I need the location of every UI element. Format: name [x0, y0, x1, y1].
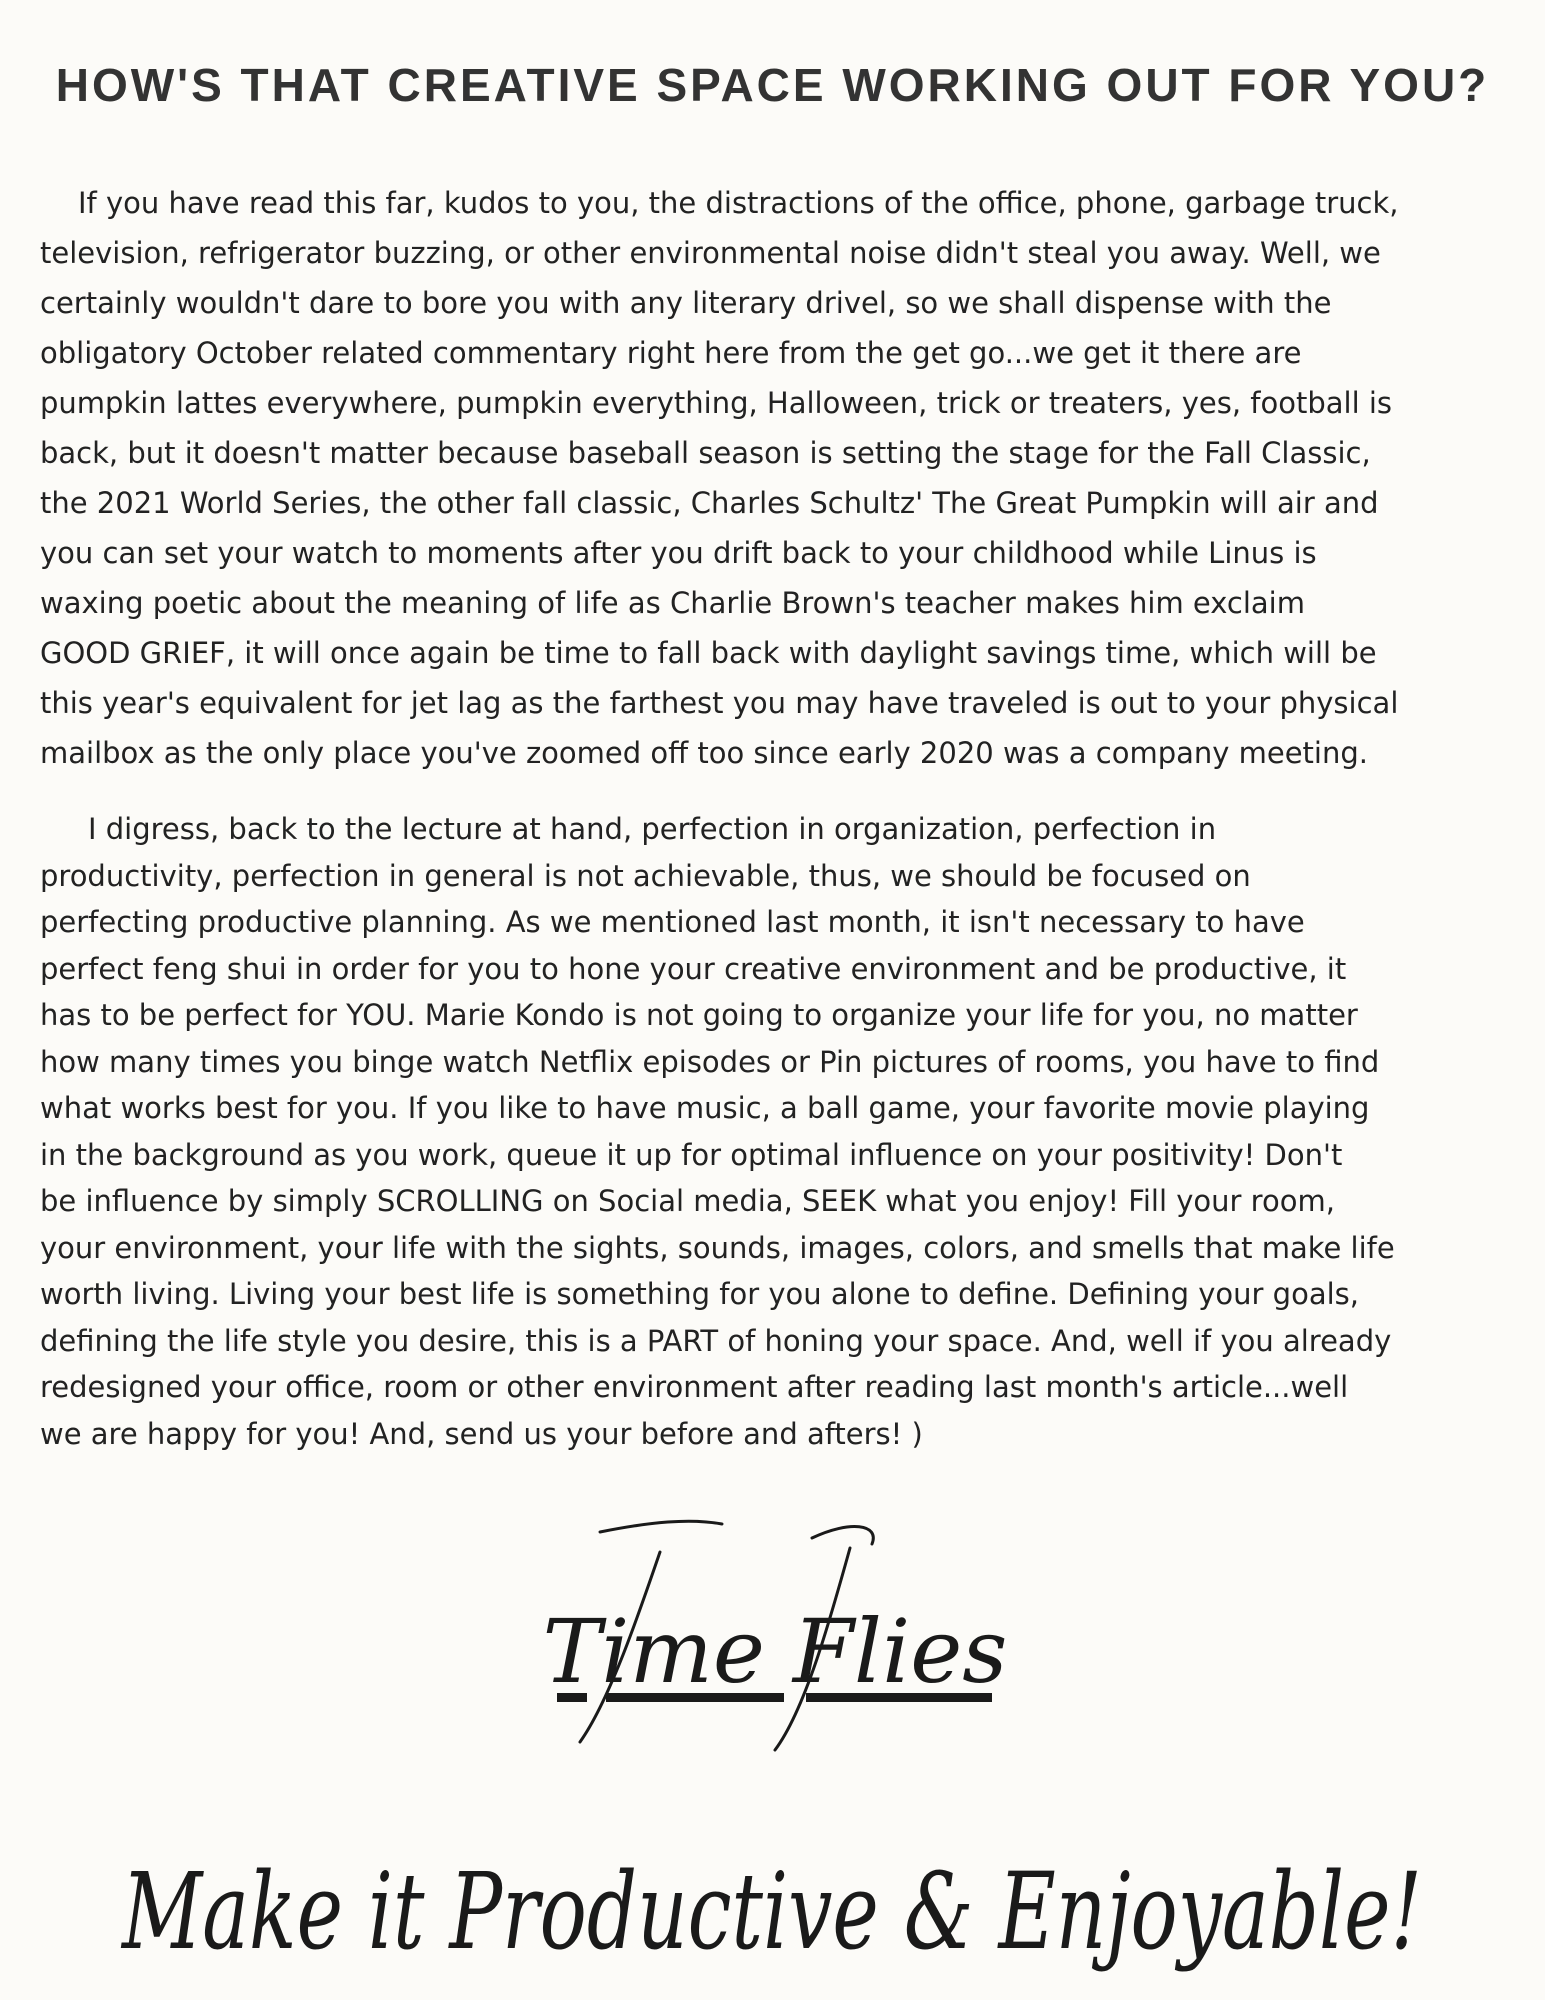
article-body: [40, 178, 1505, 1457]
flourish-f-top: [812, 1527, 873, 1544]
script-art-graphic: [0, 1500, 1545, 2000]
paragraph-text: If you have read this far, kudos to you, the distractions of the office, phone, garbage truck, television, refrigerator buzzing, or other environmental noise didn't steal you away. Well, we certainly wouldn't dare to bore you with any literary drivel, so we shall dispense with the obligatory October related commentary right here from the get go...we get it there are pumpkin lattes everywhere, pumpkin everything, Halloween, trick or treaters, yes, football is back, but it doesn't matter because baseball season is setting the stage for the Fall Classic, the 2021 World Series, the other fall classic, Charles Schultz' The Great Pumpkin will air and you can set your watch to moments after you drift back to your childhood while Linus is waxing poetic about the meaning of life as Charlie Brown's teacher makes him exclaim GOOD GRIEF, it will once again be time to fall back with daylight savings time, which will be this year's equivalent for jet lag as the farthest you may have traveled is out to your physical mailbox as the only place you've zoomed off too since early 2020 was a company meeting.: [40, 186, 1399, 770]
article-paragraph: [40, 806, 1505, 1457]
paragraph-text: I digress, back to the lecture at hand, perfection in organization, perfection in productivity, perfection in general is not achievable, thus, we should be focused on perfecting productive planning. As we mentioned last month, it isn't necessary to have perfect feng shui in order for you to hone your creative environment and be productive, it has to be perfect for YOU. Marie Kondo is not going to organize your life for you, no matter how many times you binge watch Netflix episodes or Pin pictures of rooms, you have to find what works best for you. If you like to have music, a ball game, your favorite movie playing in the background as you work, queue it up for optimal influence on your positivity! Don't be influence by simply SCROLLING on Social media, SEEK what you enjoy! Fill your room, your environment, your life with the sights, sounds, images, colors, and smells that make life worth living. Living your best life is something for you alone to define. Defining your goals, defining the life style you desire, this is a PART of honing your space. And, well if you already redesigned your office, room or other environment after reading last month's article...well we are happy for you! And, send us your before and afters! ): [40, 812, 1395, 1451]
script-line-time-flies: Time Flies: [542, 1600, 1008, 1703]
page-title: HOW'S THAT CREATIVE SPACE WORKING OUT FOR YOU?: [55, 59, 1490, 111]
article-paragraph: [40, 178, 1505, 778]
script-line-make-it-productive: Make it Productive & Enjoyable!: [120, 1850, 1423, 1973]
flourish-t-bar: [600, 1521, 722, 1532]
script-art-svg: [0, 1500, 1545, 2000]
